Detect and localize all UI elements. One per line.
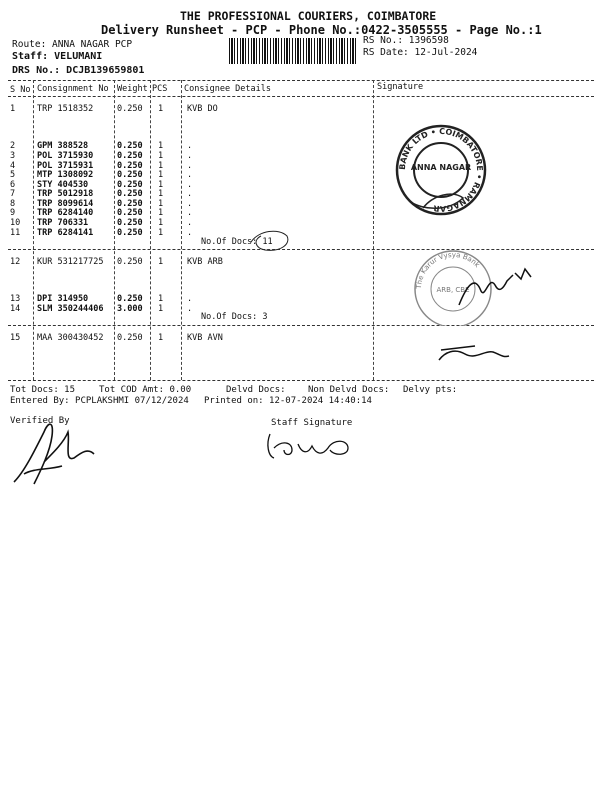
group1-rule: [8, 249, 594, 250]
row-weight: 0.250: [117, 228, 143, 238]
row-consignment: TRP 1518352: [37, 104, 94, 114]
row-details: .: [187, 180, 193, 190]
row-pcs: 1: [158, 228, 164, 238]
signature-mark-3: [435, 330, 515, 370]
row-sno: 3: [10, 151, 16, 161]
row-sno: 1: [10, 104, 16, 114]
row-details: .: [187, 189, 193, 199]
row-details: .: [187, 141, 193, 151]
group2-doc-count: No.Of Docs: 3: [201, 312, 268, 322]
row-details: .: [187, 228, 193, 238]
runsheet-title: Delivery Runsheet - PCP - Phone No.:0422-3505555 - Page No.:1: [101, 23, 542, 37]
row-details: .: [187, 170, 193, 180]
row-pcs: 1: [158, 333, 164, 343]
col-signature: Signature: [377, 82, 424, 92]
row-sno: 11: [10, 228, 21, 238]
row-weight: 0.250: [117, 180, 143, 190]
row-details: .: [187, 161, 193, 171]
row-sno: 14: [10, 304, 21, 314]
row-weight: 0.250: [117, 208, 143, 218]
col-weight: Weight: [117, 84, 148, 94]
row-pcs: 1: [158, 151, 164, 161]
row-consignment: SLM 350244406: [37, 304, 104, 314]
col-divider: [373, 80, 374, 380]
col-divider: [33, 80, 34, 380]
tot-cod-amt: Tot COD Amt: 0.00: [99, 385, 192, 395]
col-divider: [181, 80, 182, 380]
verifier-signature: [4, 412, 104, 490]
row-sno: 15: [10, 333, 21, 343]
row-weight: 0.250: [117, 161, 143, 171]
staff-label: Staff: VELUMANI: [12, 51, 103, 62]
row-pcs: 1: [158, 180, 164, 190]
staff-signature-label: Staff Signature: [271, 418, 353, 428]
row-weight: 0.250: [117, 333, 143, 343]
row-pcs: 1: [158, 294, 164, 304]
header-top-rule: [8, 80, 594, 81]
row-pcs: 1: [158, 257, 164, 267]
drs-number: DRS No.: DCJB139659801: [12, 65, 145, 76]
col-consignee: Consignee Details: [184, 84, 271, 94]
row-consignment: TRP 6284140: [37, 208, 94, 218]
row-consignment: TRP 706331: [37, 218, 89, 228]
col-divider: [114, 80, 115, 380]
non-delvd-docs: Non Delvd Docs:: [308, 385, 390, 395]
row-pcs: 1: [158, 141, 164, 151]
printed-on: Printed on: 12-07-2024 14:40:14: [204, 396, 372, 406]
row-sno: 9: [10, 208, 16, 218]
row-weight: 0.250: [117, 170, 143, 180]
group1-doc-count: No.Of Docs: 11: [201, 237, 273, 247]
row-details: .: [187, 294, 193, 304]
row-sno: 10: [10, 218, 21, 228]
bank-stamp-1: [393, 120, 489, 220]
row-consignment: STY 404530: [37, 180, 89, 190]
row-pcs: 1: [158, 170, 164, 180]
row-weight: 0.250: [117, 199, 143, 209]
row-sno: 8: [10, 199, 16, 209]
col-pcs: PCS: [152, 84, 168, 94]
stamp1-center-text: ANNA NAGAR: [410, 163, 472, 172]
row-weight: 0.250: [117, 294, 143, 304]
delvy-pts: Delvy pts:: [403, 385, 458, 395]
signature-mark-1: [245, 224, 295, 258]
table-bottom-rule: [8, 380, 594, 381]
row-weight: 0.250: [117, 218, 143, 228]
row-sno: 6: [10, 180, 16, 190]
row-weight: 3.000: [117, 304, 143, 314]
row-consignment: DPI 314950: [37, 294, 89, 304]
delvd-docs: Delvd Docs:: [226, 385, 286, 395]
row-details: KVB DO: [187, 104, 218, 114]
row-pcs: 1: [158, 104, 164, 114]
verified-by-label: Verified By: [10, 416, 70, 426]
row-consignment: POL 3715930: [37, 151, 94, 161]
row-weight: 0.250: [117, 257, 143, 267]
row-pcs: 1: [158, 189, 164, 199]
row-sno: 2: [10, 141, 16, 151]
row-consignment: MTP 1308092: [37, 170, 94, 180]
row-consignment: TRP 5012918: [37, 189, 94, 199]
row-details: .: [187, 151, 193, 161]
row-pcs: 1: [158, 161, 164, 171]
row-details: KVB ARB: [187, 257, 223, 267]
row-sno: 12: [10, 257, 21, 267]
row-details: .: [187, 218, 193, 228]
row-sno: 5: [10, 170, 16, 180]
group2-rule: [8, 325, 594, 326]
col-sno: S No: [10, 85, 31, 95]
row-pcs: 1: [158, 208, 164, 218]
row-details: .: [187, 199, 193, 209]
header-bottom-rule: [8, 96, 594, 97]
row-pcs: 1: [158, 199, 164, 209]
row-pcs: 1: [158, 218, 164, 228]
col-consignment: Consignment No: [37, 84, 109, 94]
route-label: Route: ANNA NAGAR PCP: [12, 39, 133, 50]
row-sno: 4: [10, 161, 16, 171]
row-sno: 13: [10, 294, 21, 304]
barcode: [229, 38, 356, 64]
col-divider: [150, 80, 151, 380]
row-consignment: TRP 8099614: [37, 199, 94, 209]
row-pcs: 1: [158, 304, 164, 314]
row-consignment: GPM 388528: [37, 141, 89, 151]
stamp2-center-text: ARB, CBE: [436, 286, 470, 294]
row-weight: 0.250: [117, 104, 143, 114]
rs-number: RS No.: 1396598: [363, 35, 449, 46]
tot-docs: Tot Docs: 15: [10, 385, 76, 395]
row-weight: 0.250: [117, 151, 143, 161]
row-consignment: KUR 531217725: [37, 257, 104, 267]
row-weight: 0.250: [117, 189, 143, 199]
signature-mark-2: [455, 255, 535, 311]
row-details: .: [187, 304, 193, 314]
row-sno: 7: [10, 189, 16, 199]
row-details: .: [187, 208, 193, 218]
row-consignment: TRP 6284141: [37, 228, 94, 238]
stamp2-ring-text: The Karur Vysya Bank: [414, 250, 482, 290]
rs-date: RS Date: 12-Jul-2024: [363, 47, 478, 58]
row-consignment: POL 3715931: [37, 161, 94, 171]
company-title: THE PROFESSIONAL COURIERS, COIMBATORE: [180, 9, 437, 23]
staff-signature: [262, 426, 362, 466]
row-consignment: MAA 300430452: [37, 333, 104, 343]
stamp1-ring-text: BANK LTD • COIMBATORE • RAMNAGAR: [397, 126, 485, 214]
row-details: KVB AVN: [187, 333, 223, 343]
entered-by: Entered By: PCPLAKSHMI 07/12/2024: [10, 396, 189, 406]
row-weight: 0.250: [117, 141, 143, 151]
